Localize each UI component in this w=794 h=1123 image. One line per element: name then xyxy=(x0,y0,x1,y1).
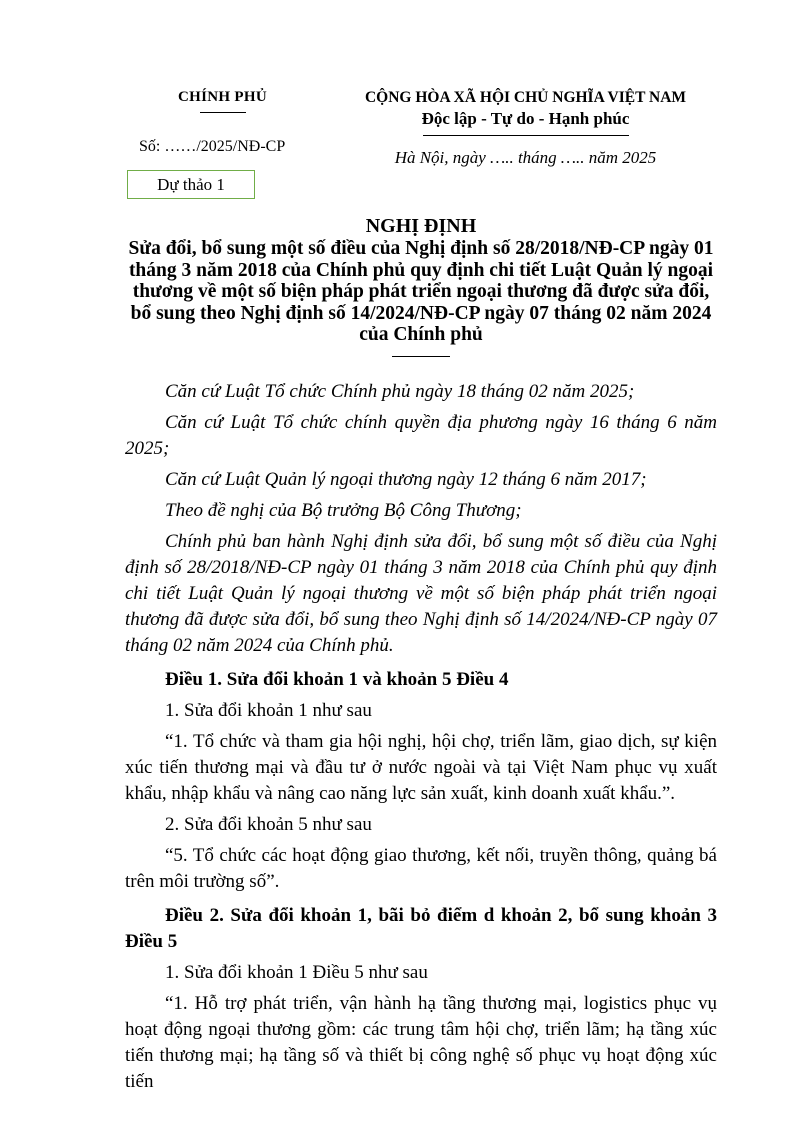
document-body xyxy=(125,379,717,1095)
header-issuer-column xyxy=(125,88,320,199)
draft-version-label: Dự thảo 1 xyxy=(157,174,225,194)
issuer-underline-rule xyxy=(200,112,246,113)
recital-paragraph: Căn cứ Luật Quản lý ngoại thương ngày 12 tháng 6 năm 2017; xyxy=(165,468,647,490)
quoted-provision: “1. Hỗ trợ phát triển, vận hành hạ tầng thương mại, logistics phục vụ hoạt động ngoại thương gồm: các trung tâm hội chợ, triển lãm; hạ tầng xúc tiến thương mại; hạ tầng số và thiết bị công nghệ số phục vụ hoạt động xúc tiến xyxy=(125,992,717,1092)
issuer-name: CHÍNH PHỦ xyxy=(178,89,267,105)
clause-paragraph: 1. Sửa đổi khoản 1 như sau xyxy=(165,699,372,721)
recital-paragraph: Căn cứ Luật Tổ chức chính quyền địa phương ngày 16 tháng 6 năm 2025; xyxy=(125,411,717,459)
recital-paragraph: Theo đề nghị của Bộ trưởng Bộ Công Thương; xyxy=(165,499,522,521)
enactment-paragraph: Chính phủ ban hành Nghị định sửa đổi, bổ sung một số điều của Nghị định số 28/2018/NĐ-CP ngày 01 tháng 3 năm 2018 của Chính phủ quy định chi tiết Luật Quản lý ngoại thương về một số biện pháp phát triển ngoại thương đã được sửa đổi, bổ sung theo Nghị định số 14/2024/NĐ-CP ngày 07 tháng 02 năm 2024 của Chính phủ. xyxy=(125,530,717,656)
quoted-provision: “5. Tổ chức các hoạt động giao thương, kết nối, truyền thông, quảng bá trên môi trường số”. xyxy=(125,844,717,892)
document-title-block xyxy=(125,215,717,357)
clause-paragraph: 2. Sửa đổi khoản 5 như sau xyxy=(165,813,372,835)
document-subject-title: Sửa đổi, bổ sung một số điều của Nghị định số 28/2018/NĐ-CP ngày 01 tháng 3 năm 2018 của Chính phủ quy định chi tiết Luật Quản lý ngoại thương về một số biện pháp phát triển ngoại thương đã được sửa đổi, bổ sung theo Nghị định số 14/2024/NĐ-CP ngày 07 tháng 02 năm 2024 của Chính phủ xyxy=(128,238,714,345)
header-national-column xyxy=(334,88,717,168)
article-2-heading: Điều 2. Sửa đổi khoản 1, bãi bỏ điểm d khoản 2, bổ sung khoản 3 Điều 5 xyxy=(125,904,717,952)
title-divider-rule xyxy=(392,356,450,357)
motto-underline-rule xyxy=(423,135,629,136)
document-header xyxy=(125,88,717,199)
article-1-heading: Điều 1. Sửa đổi khoản 1 và khoản 5 Điều 4 xyxy=(165,668,509,690)
document-type-title: NGHỊ ĐỊNH xyxy=(365,215,477,237)
quoted-provision: “1. Tổ chức và tham gia hội nghị, hội chợ, triển lãm, giao dịch, sự kiện xúc tiến thương mại và đầu tư ở nước ngoài và tại Việt Nam phục vụ xuất khẩu, nhập khẩu và nâng cao năng lực sản xuất, kinh doanh xuất khẩu.”. xyxy=(125,730,717,804)
national-motto: Độc lập - Tự do - Hạnh phúc xyxy=(421,109,630,128)
place-and-date: Hà Nội, ngày ….. tháng ….. năm 2025 xyxy=(394,148,657,167)
clause-paragraph: 1. Sửa đổi khoản 1 Điều 5 như sau xyxy=(165,961,428,983)
draft-version-box xyxy=(127,170,255,199)
national-title: CỘNG HÒA XÃ HỘI CHỦ NGHĨA VIỆT NAM xyxy=(364,89,687,106)
document-number: Số: ……/2025/NĐ-CP xyxy=(139,138,286,155)
recital-paragraph: Căn cứ Luật Tổ chức Chính phủ ngày 18 tháng 02 năm 2025; xyxy=(165,380,635,402)
